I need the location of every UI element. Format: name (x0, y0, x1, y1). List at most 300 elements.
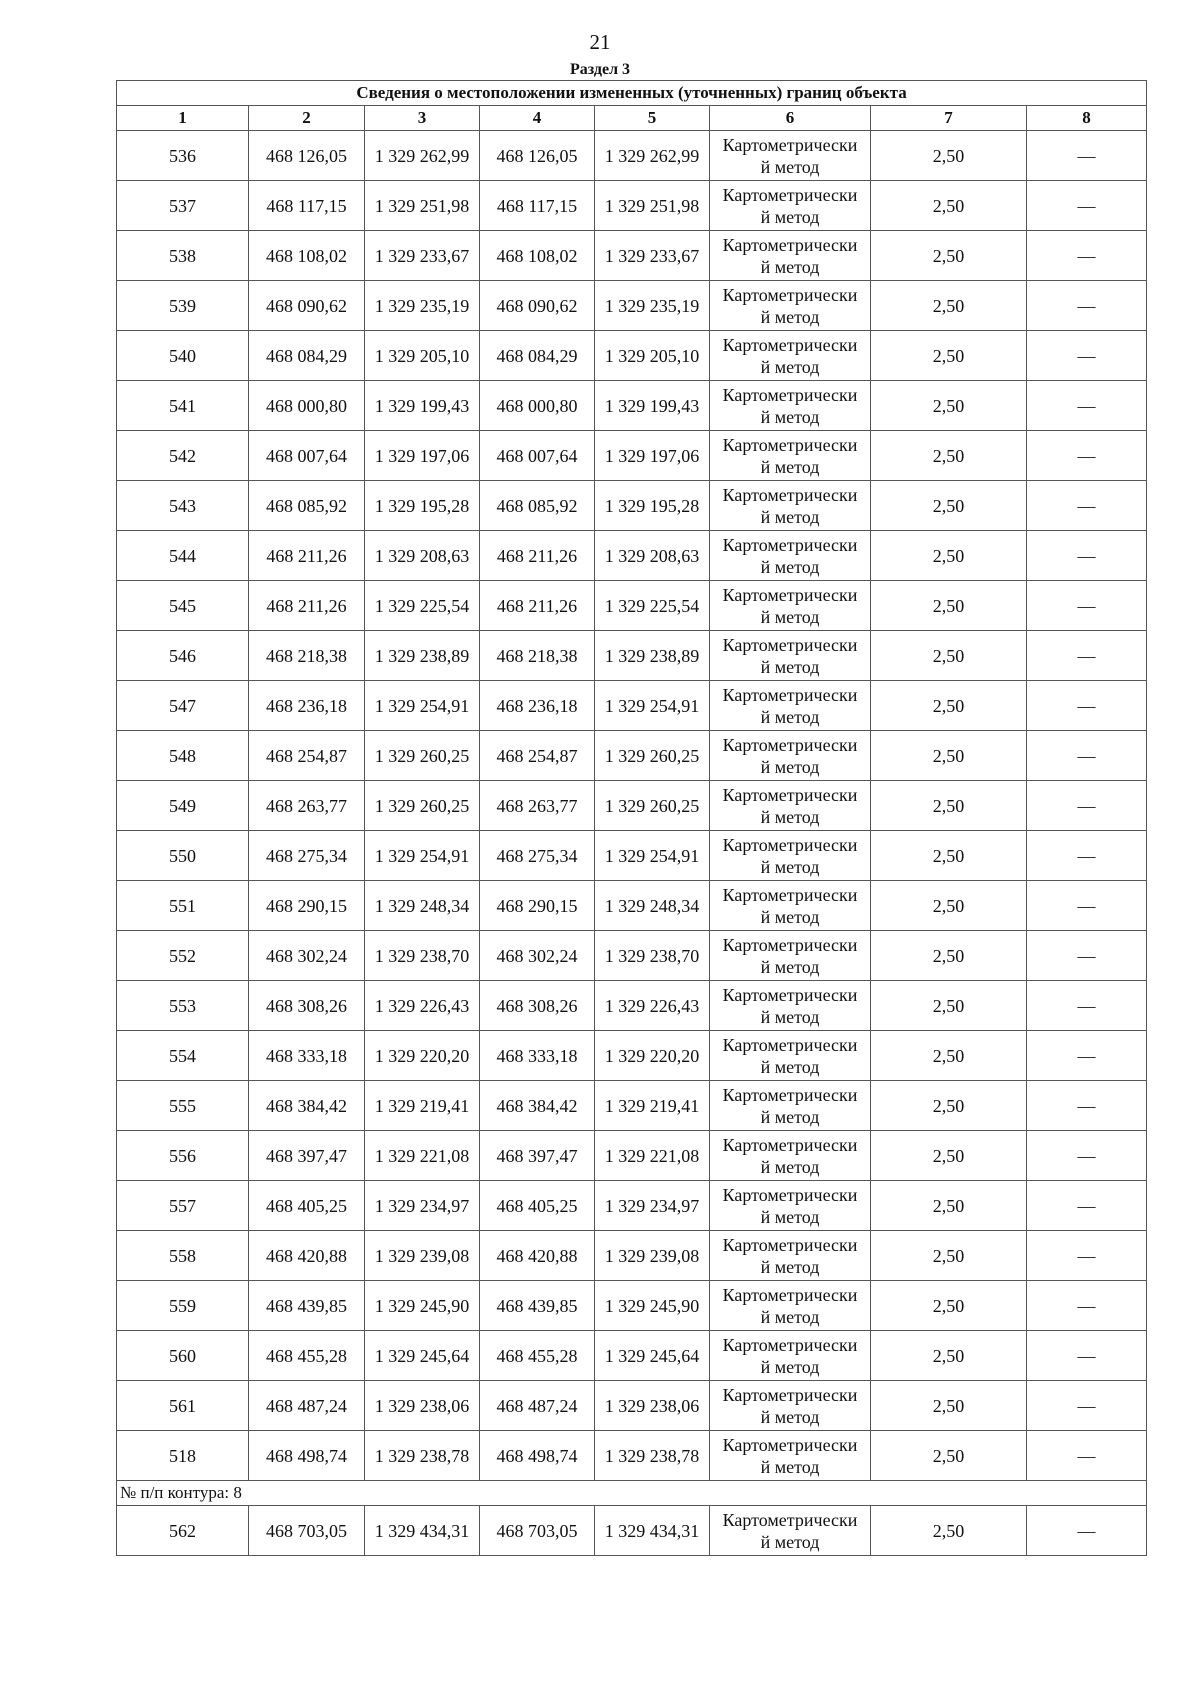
column-8-value: — (1027, 1031, 1147, 1081)
accuracy-value: 2,50 (871, 1181, 1027, 1231)
coord-x-new: 468 405,25 (480, 1181, 595, 1231)
accuracy-value: 2,50 (871, 481, 1027, 531)
method-cell (710, 1081, 871, 1131)
coord-x-new: 468 487,24 (480, 1381, 595, 1431)
column-8-value: — (1027, 731, 1147, 781)
coord-y-new: 1 329 238,78 (595, 1431, 710, 1481)
method-line-2: й метод (760, 1356, 820, 1377)
table-body (117, 131, 1147, 1556)
table-row (117, 1181, 1147, 1231)
method-cell (710, 981, 871, 1031)
coord-x-existing: 468 302,24 (249, 931, 365, 981)
coord-y-new: 1 329 254,91 (595, 681, 710, 731)
accuracy-value: 2,50 (871, 831, 1027, 881)
boundary-coordinates-table (116, 80, 1147, 1556)
coord-y-new: 1 329 195,28 (595, 481, 710, 531)
method-line-1: Картометрически (722, 834, 858, 855)
method-cell (710, 1131, 871, 1181)
coord-x-existing: 468 308,26 (249, 981, 365, 1031)
column-8-value: — (1027, 1381, 1147, 1431)
accuracy-value: 2,50 (871, 931, 1027, 981)
table-row (117, 931, 1147, 981)
point-number: 538 (117, 231, 249, 281)
section-title: Раздел 3 (569, 61, 631, 78)
coord-x-existing: 468 290,15 (249, 881, 365, 931)
method-line-1: Картометрически (722, 584, 858, 605)
coord-x-existing: 468 117,15 (249, 181, 365, 231)
coord-x-existing: 468 703,05 (249, 1506, 365, 1556)
accuracy-value: 2,50 (871, 531, 1027, 581)
coord-y-new: 1 329 233,67 (595, 231, 710, 281)
column-number-row (117, 106, 1147, 131)
coord-x-new: 468 126,05 (480, 131, 595, 181)
accuracy-value: 2,50 (871, 731, 1027, 781)
method-line-1: Картометрически (722, 884, 858, 905)
method-line-2: й метод (760, 1206, 820, 1227)
method-line-2: й метод (760, 906, 820, 927)
coord-y-existing: 1 329 238,89 (365, 631, 480, 681)
method-line-1: Картометрически (722, 934, 858, 955)
coord-y-new: 1 329 238,06 (595, 1381, 710, 1431)
table-row (117, 981, 1147, 1031)
table-row (117, 531, 1147, 581)
coord-y-existing: 1 329 238,70 (365, 931, 480, 981)
method-line-1: Картометрически (722, 284, 858, 305)
column-8-value: — (1027, 231, 1147, 281)
table-row (117, 1081, 1147, 1131)
point-number: 558 (117, 1231, 249, 1281)
method-line-1: Картометрически (722, 134, 858, 155)
method-line-1: Картометрически (722, 684, 858, 705)
coord-x-existing: 468 254,87 (249, 731, 365, 781)
method-line-2: й метод (760, 256, 820, 277)
method-line-1: Картометрически (722, 384, 858, 405)
coord-x-existing: 468 085,92 (249, 481, 365, 531)
accuracy-value: 2,50 (871, 181, 1027, 231)
coord-x-existing: 468 211,26 (249, 581, 365, 631)
coord-y-existing: 1 329 199,43 (365, 381, 480, 431)
method-line-1: Картометрически (722, 1234, 858, 1255)
method-line-1: Картометрически (722, 1284, 858, 1305)
method-line-2: й метод (760, 1531, 820, 1552)
coord-x-new: 468 275,34 (480, 831, 595, 881)
accuracy-value: 2,50 (871, 681, 1027, 731)
method-line-1: Картометрически (722, 634, 858, 655)
coord-x-new: 468 455,28 (480, 1331, 595, 1381)
column-number-6: 6 (710, 106, 871, 131)
coord-y-existing: 1 329 220,20 (365, 1031, 480, 1081)
method-cell (710, 931, 871, 981)
column-8-value: — (1027, 981, 1147, 1031)
contour-row (117, 1481, 1147, 1506)
method-cell (710, 1281, 871, 1331)
accuracy-value: 2,50 (871, 781, 1027, 831)
coord-y-existing: 1 329 245,90 (365, 1281, 480, 1331)
column-8-value: — (1027, 881, 1147, 931)
column-8-value: — (1027, 431, 1147, 481)
method-line-2: й метод (760, 656, 820, 677)
coord-x-existing: 468 439,85 (249, 1281, 365, 1331)
method-cell (710, 181, 871, 231)
method-line-1: Картометрически (722, 984, 858, 1005)
method-cell (710, 131, 871, 181)
column-8-value: — (1027, 131, 1147, 181)
coord-x-existing: 468 498,74 (249, 1431, 365, 1481)
method-line-1: Картометрически (722, 184, 858, 205)
method-cell (710, 631, 871, 681)
method-line-1: Картометрически (722, 1434, 858, 1455)
point-number: 518 (117, 1431, 249, 1481)
point-number: 548 (117, 731, 249, 781)
point-number: 549 (117, 781, 249, 831)
coord-y-existing: 1 329 233,67 (365, 231, 480, 281)
column-8-value: — (1027, 1231, 1147, 1281)
column-8-value: — (1027, 1281, 1147, 1331)
method-cell (710, 431, 871, 481)
method-line-2: й метод (760, 456, 820, 477)
method-line-2: й метод (760, 1106, 820, 1127)
coord-y-new: 1 329 225,54 (595, 581, 710, 631)
accuracy-value: 2,50 (871, 281, 1027, 331)
method-line-2: й метод (760, 556, 820, 577)
method-line-1: Картометрически (722, 534, 858, 555)
column-number-2: 2 (249, 106, 365, 131)
method-line-2: й метод (760, 1006, 820, 1027)
method-cell (710, 281, 871, 331)
method-line-1: Картометрически (722, 434, 858, 455)
column-8-value: — (1027, 281, 1147, 331)
coord-x-new: 468 439,85 (480, 1281, 595, 1331)
coord-x-new: 468 308,26 (480, 981, 595, 1031)
coord-y-existing: 1 329 238,78 (365, 1431, 480, 1481)
method-line-2: й метод (760, 506, 820, 527)
coord-y-new: 1 329 248,34 (595, 881, 710, 931)
table-row (117, 331, 1147, 381)
coord-y-new: 1 329 220,20 (595, 1031, 710, 1081)
coord-y-existing: 1 329 208,63 (365, 531, 480, 581)
table-row (117, 781, 1147, 831)
coord-y-existing: 1 329 238,06 (365, 1381, 480, 1431)
accuracy-value: 2,50 (871, 881, 1027, 931)
table-row (117, 1331, 1147, 1381)
coord-x-existing: 468 000,80 (249, 381, 365, 431)
method-cell (710, 1381, 871, 1431)
coord-x-new: 468 397,47 (480, 1131, 595, 1181)
point-number: 541 (117, 381, 249, 431)
method-cell (710, 881, 871, 931)
accuracy-value: 2,50 (871, 981, 1027, 1031)
column-8-value: — (1027, 381, 1147, 431)
point-number: 546 (117, 631, 249, 681)
coord-y-new: 1 329 260,25 (595, 731, 710, 781)
point-number: 560 (117, 1331, 249, 1381)
table-row (117, 681, 1147, 731)
method-cell (710, 581, 871, 631)
coord-x-new: 468 211,26 (480, 581, 595, 631)
accuracy-value: 2,50 (871, 381, 1027, 431)
table-row (117, 881, 1147, 931)
column-number-7: 7 (871, 106, 1027, 131)
method-line-1: Картометрически (722, 734, 858, 755)
coord-y-new: 1 329 245,90 (595, 1281, 710, 1331)
point-number: 542 (117, 431, 249, 481)
table-row (117, 281, 1147, 331)
method-line-2: й метод (760, 856, 820, 877)
method-line-2: й метод (760, 606, 820, 627)
point-number: 555 (117, 1081, 249, 1131)
accuracy-value: 2,50 (871, 131, 1027, 181)
coord-x-new: 468 420,88 (480, 1231, 595, 1281)
coord-x-new: 468 263,77 (480, 781, 595, 831)
method-line-2: й метод (760, 1056, 820, 1077)
point-number: 561 (117, 1381, 249, 1431)
accuracy-value: 2,50 (871, 1381, 1027, 1431)
method-cell (710, 531, 871, 581)
coord-y-existing: 1 329 226,43 (365, 981, 480, 1031)
method-line-2: й метод (760, 306, 820, 327)
method-line-1: Картометрически (722, 1084, 858, 1105)
method-cell (710, 1181, 871, 1231)
coord-x-new: 468 384,42 (480, 1081, 595, 1131)
table-row (117, 731, 1147, 781)
coord-y-existing: 1 329 205,10 (365, 331, 480, 381)
coord-y-existing: 1 329 235,19 (365, 281, 480, 331)
column-8-value: — (1027, 331, 1147, 381)
coord-y-existing: 1 329 195,28 (365, 481, 480, 531)
point-number: 537 (117, 181, 249, 231)
coord-x-new: 468 703,05 (480, 1506, 595, 1556)
coord-x-existing: 468 384,42 (249, 1081, 365, 1131)
point-number: 553 (117, 981, 249, 1031)
table-row (117, 231, 1147, 281)
method-cell (710, 1506, 871, 1556)
method-line-2: й метод (760, 1456, 820, 1477)
coord-y-existing: 1 329 225,54 (365, 581, 480, 631)
column-8-value: — (1027, 181, 1147, 231)
table-row (117, 1431, 1147, 1481)
method-cell (710, 1331, 871, 1381)
coord-x-new: 468 302,24 (480, 931, 595, 981)
contour-label: № п/п контура: 8 (117, 1481, 1147, 1506)
accuracy-value: 2,50 (871, 331, 1027, 381)
coord-y-existing: 1 329 260,25 (365, 781, 480, 831)
table-row (117, 481, 1147, 531)
coord-y-existing: 1 329 260,25 (365, 731, 480, 781)
method-line-2: й метод (760, 206, 820, 227)
method-line-1: Картометрически (722, 1184, 858, 1205)
table-row (117, 1381, 1147, 1431)
coord-x-existing: 468 126,05 (249, 131, 365, 181)
method-cell (710, 481, 871, 531)
coord-y-new: 1 329 235,19 (595, 281, 710, 331)
column-8-value: — (1027, 631, 1147, 681)
table-row (117, 631, 1147, 681)
coord-x-existing: 468 455,28 (249, 1331, 365, 1381)
point-number: 547 (117, 681, 249, 731)
method-line-2: й метод (760, 1406, 820, 1427)
table-row (117, 381, 1147, 431)
coord-y-new: 1 329 434,31 (595, 1506, 710, 1556)
coord-y-new: 1 329 251,98 (595, 181, 710, 231)
table-row (117, 181, 1147, 231)
accuracy-value: 2,50 (871, 1231, 1027, 1281)
coord-y-new: 1 329 208,63 (595, 531, 710, 581)
method-line-1: Картометрически (722, 784, 858, 805)
method-line-1: Картометрически (722, 1334, 858, 1355)
coord-y-existing: 1 329 254,91 (365, 681, 480, 731)
point-number: 539 (117, 281, 249, 331)
method-cell (710, 381, 871, 431)
coord-y-new: 1 329 219,41 (595, 1081, 710, 1131)
coord-x-existing: 468 236,18 (249, 681, 365, 731)
column-8-value: — (1027, 831, 1147, 881)
coord-x-new: 468 236,18 (480, 681, 595, 731)
table-row (117, 1031, 1147, 1081)
method-cell (710, 1031, 871, 1081)
method-line-1: Картометрически (722, 1509, 858, 1530)
coord-x-existing: 468 405,25 (249, 1181, 365, 1231)
column-8-value: — (1027, 681, 1147, 731)
coord-y-new: 1 329 262,99 (595, 131, 710, 181)
accuracy-value: 2,50 (871, 231, 1027, 281)
coord-y-existing: 1 329 251,98 (365, 181, 480, 231)
column-number-5: 5 (595, 106, 710, 131)
accuracy-value: 2,50 (871, 631, 1027, 681)
column-8-value: — (1027, 1081, 1147, 1131)
coord-y-new: 1 329 197,06 (595, 431, 710, 481)
point-number: 557 (117, 1181, 249, 1231)
method-line-1: Картометрически (722, 234, 858, 255)
coord-y-existing: 1 329 219,41 (365, 1081, 480, 1131)
table-row (117, 131, 1147, 181)
point-number: 545 (117, 581, 249, 631)
coord-x-existing: 468 211,26 (249, 531, 365, 581)
coord-y-new: 1 329 260,25 (595, 781, 710, 831)
accuracy-value: 2,50 (871, 1081, 1027, 1131)
method-cell (710, 1231, 871, 1281)
table-row (117, 581, 1147, 631)
point-number: 544 (117, 531, 249, 581)
column-number-8: 8 (1027, 106, 1147, 131)
point-number: 559 (117, 1281, 249, 1331)
method-line-2: й метод (760, 356, 820, 377)
column-8-value: — (1027, 1131, 1147, 1181)
column-8-value: — (1027, 1506, 1147, 1556)
point-number: 550 (117, 831, 249, 881)
coord-x-new: 468 007,64 (480, 431, 595, 481)
coord-x-new: 468 290,15 (480, 881, 595, 931)
coord-x-existing: 468 263,77 (249, 781, 365, 831)
method-cell (710, 231, 871, 281)
method-line-1: Картометрически (722, 1134, 858, 1155)
coord-x-existing: 468 218,38 (249, 631, 365, 681)
point-number: 540 (117, 331, 249, 381)
column-8-value: — (1027, 531, 1147, 581)
coord-x-new: 468 090,62 (480, 281, 595, 331)
coord-y-existing: 1 329 262,99 (365, 131, 480, 181)
method-line-1: Картометрически (722, 334, 858, 355)
coord-y-new: 1 329 254,91 (595, 831, 710, 881)
accuracy-value: 2,50 (871, 431, 1027, 481)
table-row (117, 1131, 1147, 1181)
coord-y-new: 1 329 226,43 (595, 981, 710, 1031)
coord-y-existing: 1 329 434,31 (365, 1506, 480, 1556)
accuracy-value: 2,50 (871, 1431, 1027, 1481)
method-cell (710, 681, 871, 731)
coord-y-new: 1 329 221,08 (595, 1131, 710, 1181)
coord-x-existing: 468 275,34 (249, 831, 365, 881)
accuracy-value: 2,50 (871, 1031, 1027, 1081)
column-8-value: — (1027, 1181, 1147, 1231)
point-number: 562 (117, 1506, 249, 1556)
coord-x-new: 468 117,15 (480, 181, 595, 231)
method-line-2: й метод (760, 1156, 820, 1177)
coord-x-existing: 468 487,24 (249, 1381, 365, 1431)
method-line-2: й метод (760, 1256, 820, 1277)
table-row (117, 1506, 1147, 1556)
coord-y-existing: 1 329 245,64 (365, 1331, 480, 1381)
point-number: 556 (117, 1131, 249, 1181)
column-8-value: — (1027, 1431, 1147, 1481)
method-cell (710, 331, 871, 381)
coord-x-existing: 468 090,62 (249, 281, 365, 331)
coord-y-existing: 1 329 234,97 (365, 1181, 480, 1231)
coord-x-new: 468 254,87 (480, 731, 595, 781)
coord-x-existing: 468 333,18 (249, 1031, 365, 1081)
column-number-1: 1 (117, 106, 249, 131)
coord-x-new: 468 108,02 (480, 231, 595, 281)
accuracy-value: 2,50 (871, 1131, 1027, 1181)
point-number: 554 (117, 1031, 249, 1081)
coord-x-new: 468 085,92 (480, 481, 595, 531)
coord-y-new: 1 329 205,10 (595, 331, 710, 381)
method-line-2: й метод (760, 156, 820, 177)
method-line-2: й метод (760, 706, 820, 727)
coord-x-existing: 468 007,64 (249, 431, 365, 481)
coord-y-new: 1 329 238,70 (595, 931, 710, 981)
coord-x-new: 468 498,74 (480, 1431, 595, 1481)
table-row (117, 1231, 1147, 1281)
coord-y-existing: 1 329 221,08 (365, 1131, 480, 1181)
column-8-value: — (1027, 1331, 1147, 1381)
accuracy-value: 2,50 (871, 1281, 1027, 1331)
method-cell (710, 781, 871, 831)
method-line-2: й метод (760, 756, 820, 777)
method-line-2: й метод (760, 406, 820, 427)
point-number: 551 (117, 881, 249, 931)
table-row (117, 831, 1147, 881)
point-number: 552 (117, 931, 249, 981)
table-row (117, 431, 1147, 481)
coord-y-new: 1 329 239,08 (595, 1231, 710, 1281)
coord-x-new: 468 218,38 (480, 631, 595, 681)
coord-y-existing: 1 329 239,08 (365, 1231, 480, 1281)
coord-y-new: 1 329 238,89 (595, 631, 710, 681)
coord-x-new: 468 084,29 (480, 331, 595, 381)
coord-y-existing: 1 329 197,06 (365, 431, 480, 481)
coord-y-new: 1 329 199,43 (595, 381, 710, 431)
method-line-1: Картометрически (722, 484, 858, 505)
method-cell (710, 731, 871, 781)
method-line-2: й метод (760, 806, 820, 827)
coord-x-new: 468 333,18 (480, 1031, 595, 1081)
method-line-1: Картометрически (722, 1384, 858, 1405)
coord-y-new: 1 329 234,97 (595, 1181, 710, 1231)
table-caption: Сведения о местоположении измененных (уточненных) границ объекта (117, 81, 1147, 106)
method-cell (710, 831, 871, 881)
coord-x-existing: 468 397,47 (249, 1131, 365, 1181)
column-8-value: — (1027, 481, 1147, 531)
